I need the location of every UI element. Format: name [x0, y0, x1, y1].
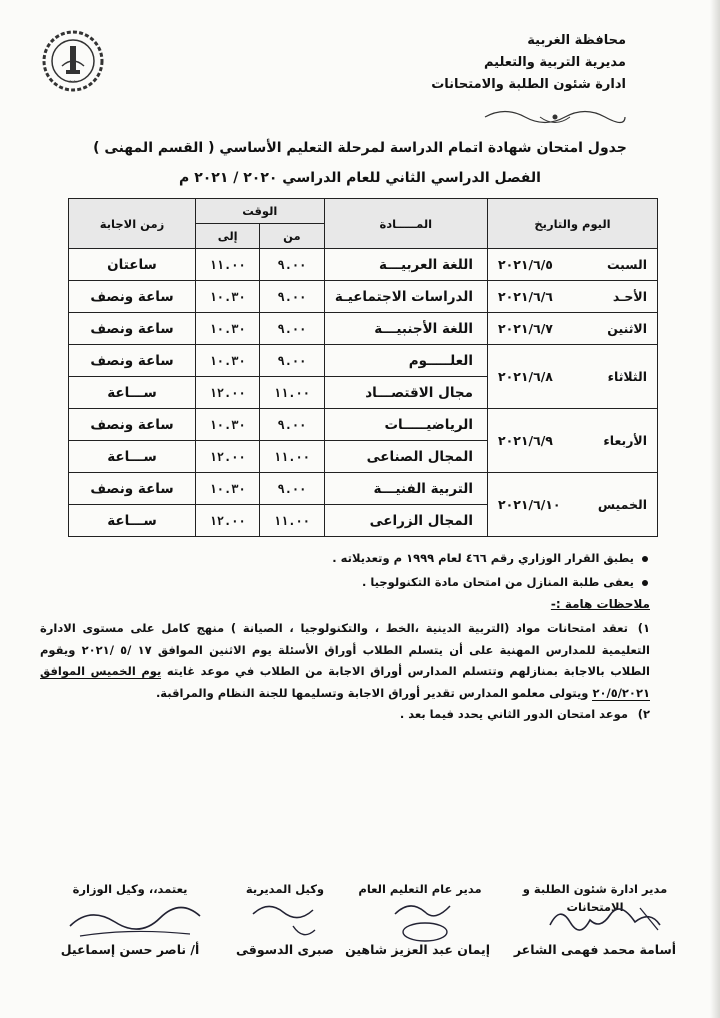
day-date-cell	[487, 249, 657, 281]
header-to: إلى	[196, 224, 260, 249]
signatory-role: وكيل المديرية	[245, 882, 325, 896]
exam-date: ٢٠٢١/٦/٥	[497, 257, 553, 272]
table-row	[69, 313, 658, 345]
note-highlight: يوم الخميس الموافق ٢٠/٥/٢٠٢١	[40, 664, 650, 700]
document-title: جدول امتحان شهادة اتمام الدراسة لمرحلة التعليم الأساسي ( القسم المهنى )	[93, 140, 627, 156]
signatory-role: يعتمد،، وكيل الوزارة	[72, 882, 188, 896]
time-to-cell: ١٢.٠٠	[196, 505, 260, 537]
notes-heading: ملاحظات هامة :-	[550, 597, 650, 611]
time-to-cell: ١٠.٣٠	[196, 313, 260, 345]
exam-date: ٢٠٢١/٦/١٠	[497, 497, 561, 512]
table-row	[69, 473, 658, 505]
time-to-cell: ١٠.٣٠	[196, 345, 260, 377]
duration-cell: ساعتان	[69, 249, 196, 281]
bullet-icon	[642, 580, 648, 586]
signatory-name: صبرى الدسوقى	[236, 942, 334, 957]
day-name: الثلاثاء	[607, 369, 647, 384]
subject-cell: مجال الاقتصـــاد	[324, 377, 487, 409]
header-time: الوقت	[196, 199, 325, 224]
table-row	[69, 281, 658, 313]
list-item	[88, 546, 648, 570]
day-date-cell	[487, 409, 657, 473]
subject-cell: اللغة العربيـــة	[324, 249, 487, 281]
table-row	[69, 345, 658, 377]
subject-cell: العلـــــوم	[324, 345, 487, 377]
header-subject: المـــــادة	[324, 199, 487, 249]
bullet-icon	[642, 556, 648, 562]
day-date-cell	[487, 313, 657, 345]
page-edge-shadow	[710, 0, 720, 1018]
time-to-cell: ١١.٠٠	[196, 249, 260, 281]
day-name: الأربعاء	[603, 433, 647, 448]
day-name: الخميس	[597, 497, 647, 512]
duration-cell: ساعة ونصف	[69, 473, 196, 505]
exam-date: ٢٠٢١/٦/٧	[497, 321, 553, 336]
signature-ministry-deputy	[40, 880, 220, 990]
header-from: من	[260, 224, 324, 249]
handwritten-signature-icon	[60, 898, 210, 946]
duration-cell: ســـاعة	[69, 505, 196, 537]
duration-cell: ساعة ونصف	[69, 345, 196, 377]
handwritten-signature-icon	[540, 900, 670, 940]
duration-cell: ســـاعة	[69, 441, 196, 473]
rules-list	[88, 546, 648, 594]
subject-cell: التربية الفنيـــة	[324, 473, 487, 505]
schedule-table	[68, 198, 658, 537]
signatory-name: أسامة محمد فهمى الشاعر	[513, 942, 677, 957]
header-line-administration: ادارة شئون الطلبة والامتحانات	[431, 77, 626, 92]
day-name: السبت	[606, 257, 647, 272]
time-to-cell: ١٠.٣٠	[196, 409, 260, 441]
note-number: ٢)	[637, 707, 650, 721]
time-from-cell: ٩.٠٠	[260, 345, 324, 377]
day-name: الاثنين	[607, 321, 647, 336]
signatory-name: إيمان عبد العزيز شاهين	[345, 942, 490, 957]
signature-students-affairs-director	[500, 880, 690, 990]
header-line-directorate: مديرية التربية والتعليم	[483, 55, 626, 70]
governorate-logo-icon	[42, 30, 104, 92]
duration-cell: ساعة ونصف	[69, 409, 196, 441]
header-duration: زمن الاجابة	[69, 199, 196, 249]
rule-text: يطبق القرار الوزاري رقم ٤٦٦ لعام ١٩٩٩ م وتعديلاته .	[332, 551, 634, 565]
note-text: تعقد امتحانات مواد (التربية الدينية ،الخط ، والتكنولوجيا ، الصيانة ) منهج كامل على مستوى الادارة التعليمية للمدارس المهنية على أن يتسلم الطلاب أوراق الأسئلة يوم الاثنين الموافق ١٧ /٥ /٢٠٢١ ويقوم الطلاب بالاجابة بمنازلهم وتتسلم المدارس أوراق الاجابة من الطلاب في موعد غايته	[40, 621, 650, 678]
subject-cell: اللغة الأجنبيـــة	[324, 313, 487, 345]
svg-text:~~~~: ~~~~	[64, 79, 82, 85]
subject-cell: الدراسات الاجتماعيـة	[324, 281, 487, 313]
exam-schedule	[68, 198, 658, 537]
time-to-cell: ١٢.٠٠	[196, 377, 260, 409]
day-date-cell	[487, 281, 657, 313]
signatory-role: مدير عام التعليم العام	[358, 882, 482, 896]
signatory-role: مدير ادارة شئون الطلبة و الامتحانات	[522, 882, 668, 914]
time-from-cell: ٩.٠٠	[260, 281, 324, 313]
handwritten-signature-icon	[380, 894, 470, 944]
document-subtitle: الفصل الدراسي الثاني للعام الدراسي ٢٠٢٠ / ٢٠٢١ م	[179, 170, 541, 186]
duration-cell: ساعة ونصف	[69, 281, 196, 313]
handwritten-signature-icon	[243, 896, 333, 946]
day-name: الأحـد	[612, 289, 647, 304]
time-to-cell: ١٠.٣٠	[196, 281, 260, 313]
header-day-date: اليوم والتاريخ	[487, 199, 657, 249]
exam-date: ٢٠٢١/٦/٦	[497, 289, 553, 304]
note-item-1	[40, 618, 650, 704]
note-item-2	[40, 704, 650, 726]
signatory-name: أ/ ناصر حسن إسماعيل	[60, 942, 200, 957]
note-text: موعد امتحان الدور الثاني يحدد فيما بعد .	[399, 707, 628, 721]
duration-cell: ســـاعة	[69, 377, 196, 409]
time-from-cell: ١١.٠٠	[260, 441, 324, 473]
time-from-cell: ١١.٠٠	[260, 505, 324, 537]
exam-date: ٢٠٢١/٦/٩	[497, 433, 553, 448]
time-from-cell: ٩.٠٠	[260, 409, 324, 441]
subject-cell: المجال الصناعى	[324, 441, 487, 473]
list-item	[88, 570, 648, 594]
subject-cell: المجال الزراعى	[324, 505, 487, 537]
exam-date: ٢٠٢١/٦/٨	[497, 369, 553, 384]
header-line-governorate: محافظة الغربية	[527, 33, 626, 48]
note-number: ١)	[637, 621, 650, 635]
day-date-cell	[487, 345, 657, 409]
duration-cell: ساعة ونصف	[69, 313, 196, 345]
time-to-cell: ١٠.٣٠	[196, 473, 260, 505]
day-date-cell	[487, 473, 657, 537]
rule-text: يعفى طلبة المنازل من امتحان مادة التكنولوجيا .	[361, 575, 634, 589]
header-authority	[326, 30, 626, 96]
time-from-cell: ٩.٠٠	[260, 313, 324, 345]
table-row	[69, 409, 658, 441]
signature-general-education-director	[345, 880, 490, 990]
ornament-divider-icon	[480, 104, 630, 130]
table-row	[69, 249, 658, 281]
note-text-end: ويتولى معلمو المدارس تقدير أوراق الاجابة وتسليمها للجنة النظام والمراقبة.	[155, 685, 593, 700]
time-from-cell: ٩.٠٠	[260, 473, 324, 505]
time-to-cell: ١٢.٠٠	[196, 441, 260, 473]
time-from-cell: ٩.٠٠	[260, 249, 324, 281]
time-from-cell: ١١.٠٠	[260, 377, 324, 409]
subject-cell: الرياضيـــــات	[324, 409, 487, 441]
signature-directorate-deputy	[225, 880, 345, 990]
notes-body	[40, 618, 650, 726]
